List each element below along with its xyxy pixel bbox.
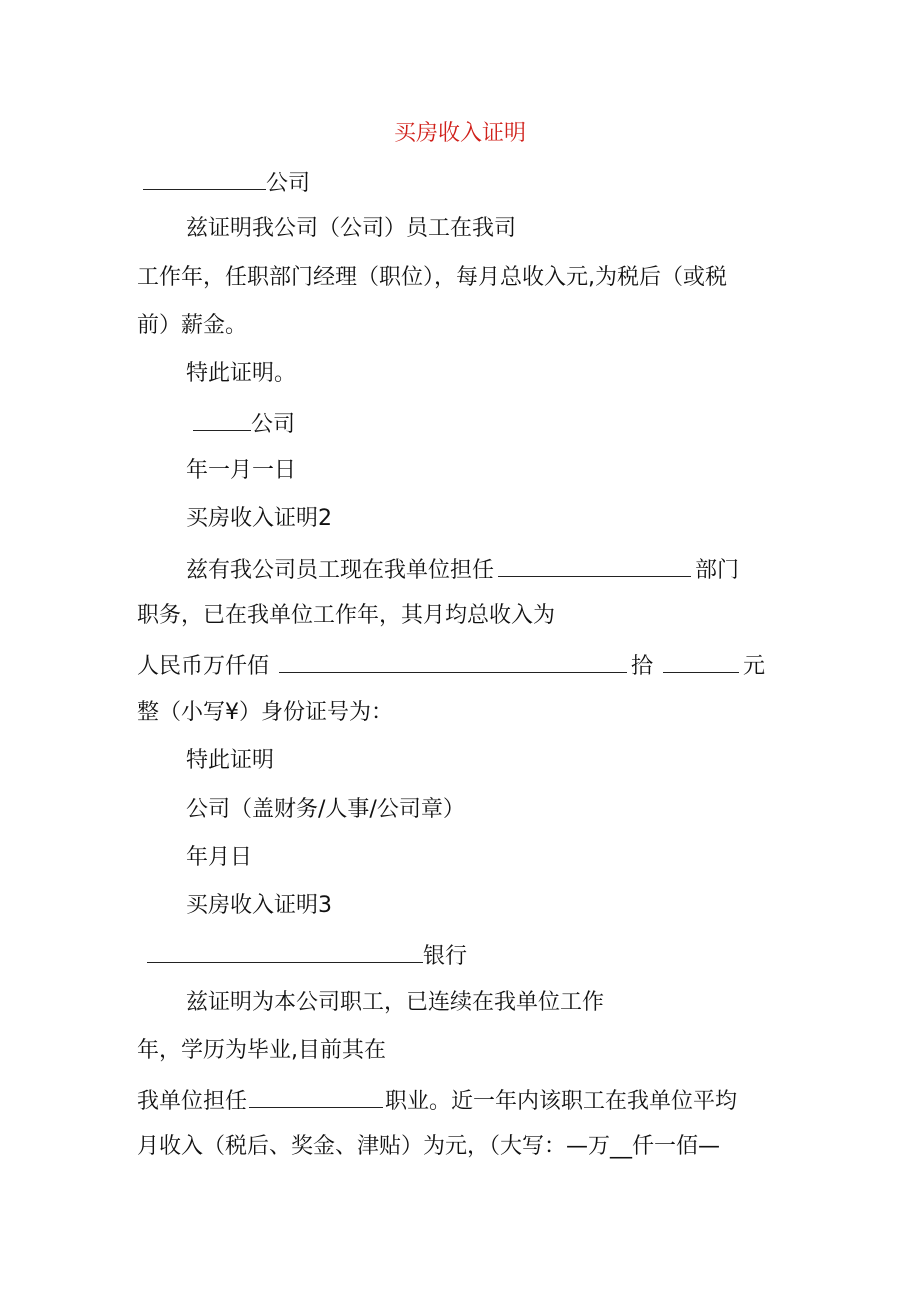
blank-field: [279, 648, 627, 673]
paragraph-line: 兹证明为本公司职工，已连续在我单位工作: [186, 990, 605, 1015]
line-text: 人民币万仟佰: [137, 654, 270, 679]
line-mid: 拾: [631, 654, 654, 679]
company-header-line: [143, 165, 310, 200]
paragraph-line: 年，学历为毕业,目前其在: [137, 1038, 386, 1063]
paragraph-line: 兹证明我公司（公司）员工在我司: [186, 216, 517, 241]
date-line: 年一月一日: [186, 458, 297, 483]
line-text: 兹有我公司员工现在我单位担任: [186, 558, 495, 583]
paragraph-line: 前）薪金。: [137, 313, 248, 338]
paragraph-line: 整（小写¥）身份证号为：: [137, 700, 393, 725]
section-heading: 买房收入证明3: [186, 893, 332, 918]
line-suffix: 部门: [695, 558, 740, 583]
paragraph-line: [137, 1083, 737, 1118]
blank-field: [147, 938, 423, 963]
sign-company-suffix: 公司: [251, 412, 296, 437]
paragraph-line: [186, 552, 739, 587]
line-suffix: 元: [743, 654, 766, 679]
stamp-text: 公司（盖财务/人事/公司章）: [186, 797, 465, 822]
bank-header-line: [147, 938, 467, 973]
closing-text: 特此证明。: [186, 361, 297, 386]
document-title: 买房收入证明: [393, 121, 526, 146]
company-suffix: 公司: [266, 171, 311, 196]
paragraph-line: 月收入（税后、奖金、津贴）为元，（大写：—万__仟一佰—: [137, 1134, 721, 1159]
line-suffix: 职业。近一年内该职工在我单位平均: [385, 1089, 738, 1114]
date-line: 年月日: [186, 845, 253, 870]
signature-company-line: [193, 406, 295, 441]
paragraph-line: 工作年，任职部门经理（职位），每月总收入元,为税后（或税: [137, 265, 727, 290]
bank-suffix: 银行: [423, 944, 468, 969]
blank-field: [663, 648, 739, 673]
closing-text: 特此证明: [186, 748, 275, 773]
blank-field: [249, 1083, 383, 1108]
blank-field: [143, 165, 266, 190]
section-heading: 买房收入证明2: [186, 506, 332, 531]
paragraph-line: [137, 648, 765, 683]
paragraph-line: 职务，已在我单位工作年，其月均总收入为: [137, 603, 556, 628]
blank-field: [193, 406, 251, 431]
line-text: 我单位担任: [137, 1089, 248, 1114]
blank-field: [498, 552, 691, 577]
